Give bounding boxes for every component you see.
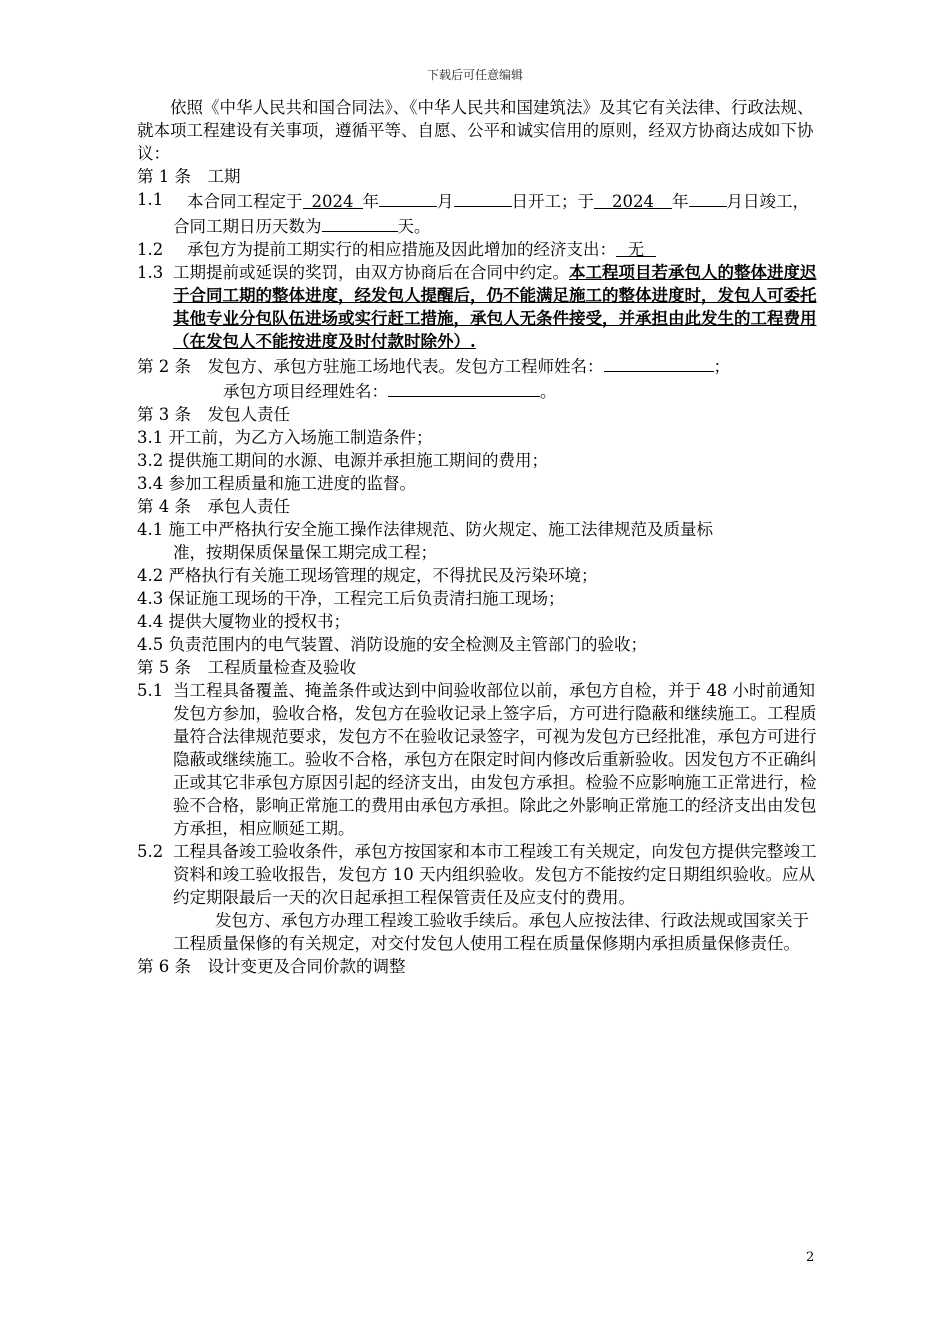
article-1-heading: 第 1 条 工期 [137, 167, 241, 186]
clause-number: 5.2 [137, 842, 164, 861]
article-3-item: 3.1 开工前，为乙方入场施工制造条件； [137, 428, 433, 447]
end-month-blank [689, 188, 727, 207]
clause-1-2: 1.2 承包方为提前工期实行的相应措施及因此增加的经济支出： 无 [137, 238, 817, 261]
article-4-item: 4.5 负责范围内的电气装置、消防设施的安全检测及主管部门的验收； [137, 635, 647, 654]
clause-5-2: 5.2 工程具备竣工验收条件，承包方按国家和本市工程竣工有关规定，向发包方提供完整竣工资料和竣工验收报告，发包方 10 天内组织验收。发包方不能按约定日期组织验收。应从约定期限最后一天的次日起承担工程保管责任及应支付的费用。 [137, 842, 817, 907]
article-3-item: 3.4 参加工程质量和施工进度的监督。 [137, 474, 416, 493]
article-4-item-continued: 准，按期保质保量保工期完成工程； [173, 543, 437, 562]
manager-name-blank [388, 378, 540, 397]
start-day-blank [454, 188, 512, 207]
intro-paragraph: 依照《中华人民共和国合同法》、《中华人民共和国建筑法》及其它有关法律、行政法规、就本项工程建设有关事项，遵循平等、自愿、公平和诚实信用的原则，经双方协商达成如下协议： [137, 98, 814, 163]
header-note: 下载后可任意编辑 [426, 68, 523, 82]
clause-5-2-paragraph: 发包方、承包方办理工程竣工验收手续后。承包人应按法律、行政法规或国家关于工程质量保修的有关规定，对交付发包人使用工程在质量保修期内承担质量保修责任。 [173, 911, 809, 953]
clause-number: 1.2 [137, 240, 164, 259]
clause-number: 1.1 [137, 190, 164, 209]
start-month-blank [379, 188, 437, 207]
page-number: 2 [806, 1250, 815, 1265]
clause-5-1: 5.1 当工程具备覆盖、掩盖条件或达到中间验收部位以前，承包方自检，并于 48 小时前通知发包方参加，验收合格，发包方在验收记录上签字后，方可进行隐蔽和继续施工。工程质量符合法律规范要求，发包方不在验收记录签字，可视为发包方已经批准，承包方可进行隐蔽或继续施工。验收不合格，承包方在限定时间内修改后重新验收。因发包方不正确纠正或其它非承包方原因引起的经济支出，由发包方承担。检验不应影响施工正常进行，检验不合格，影响正常施工的费用由承包方承担。除此之外影响正常施工的经济支出由发包方承担，相应顺延工期。 [137, 681, 817, 838]
duration-days-blank [322, 213, 398, 232]
extra-cost-field: 无 [616, 238, 656, 257]
end-year-field: 2024 [594, 190, 672, 209]
article-4-heading: 第 4 条 承包人责任 [137, 497, 290, 516]
engineer-name-blank [604, 353, 714, 372]
article-4-item: 4.3 保证施工现场的干净，工程完工后负责清扫施工现场； [137, 589, 565, 608]
article-4-item: 4.1 施工中严格执行安全施工操作法律规范、防火规定、施工法律规范及质量标 [137, 520, 713, 539]
clause-1-3-bold-terms: 本工程项目若承包人的整体进度迟于合同工期的整体进度，经发包人提醒后，仍不能满足施工的整体进度时，发包人可委托其他专业分包队伍进场或实行赶工措施，承包人无条件接受，并承担由此发生的工程费用（在发包人不能按进度及时付款时除外）. [173, 263, 817, 351]
article-4-item: 4.4 提供大厦物业的授权书； [137, 612, 350, 631]
article-3-heading: 第 3 条 发包人责任 [137, 405, 290, 424]
article-6-heading: 第 6 条 设计变更及合同价款的调整 [137, 957, 406, 976]
article-4-item: 4.2 严格执行有关施工现场管理的规定，不得扰民及污染环境； [137, 566, 598, 585]
clause-number: 1.3 [137, 263, 164, 282]
clause-number: 5.1 [137, 681, 164, 700]
start-year-field: 2024 [303, 190, 363, 209]
article-5-heading: 第 5 条 工程质量检查及验收 [137, 658, 356, 677]
clause-1-1: 1.1 本合同工程定于 2024 年 月 日开工；于 2024 年 月日竣工，合同工期日历天数为 天。 [137, 190, 809, 236]
article-2-heading: 第 2 条 发包方、承包方驻施工场地代表。发包方工程师姓名： ； [137, 353, 817, 378]
contract-body [137, 96, 817, 978]
article-3-item: 3.2 提供施工期间的水源、电源并承担施工期间的费用； [137, 451, 548, 470]
clause-1-3: 1.3 工期提前或延误的奖罚，由双方协商后在合同中约定。本工程项目若承包人的整体进度迟于合同工期的整体进度，经发包人提醒后，仍不能满足施工的整体进度时，发包人可委托其他专业分包队伍进场或实行赶工措施，承包人无条件接受，并承担由此发生的工程费用（在发包人不能按进度及时付款时除外）. [137, 263, 817, 351]
article-2-line-2: 承包方项目经理姓名： 。 [137, 378, 817, 403]
